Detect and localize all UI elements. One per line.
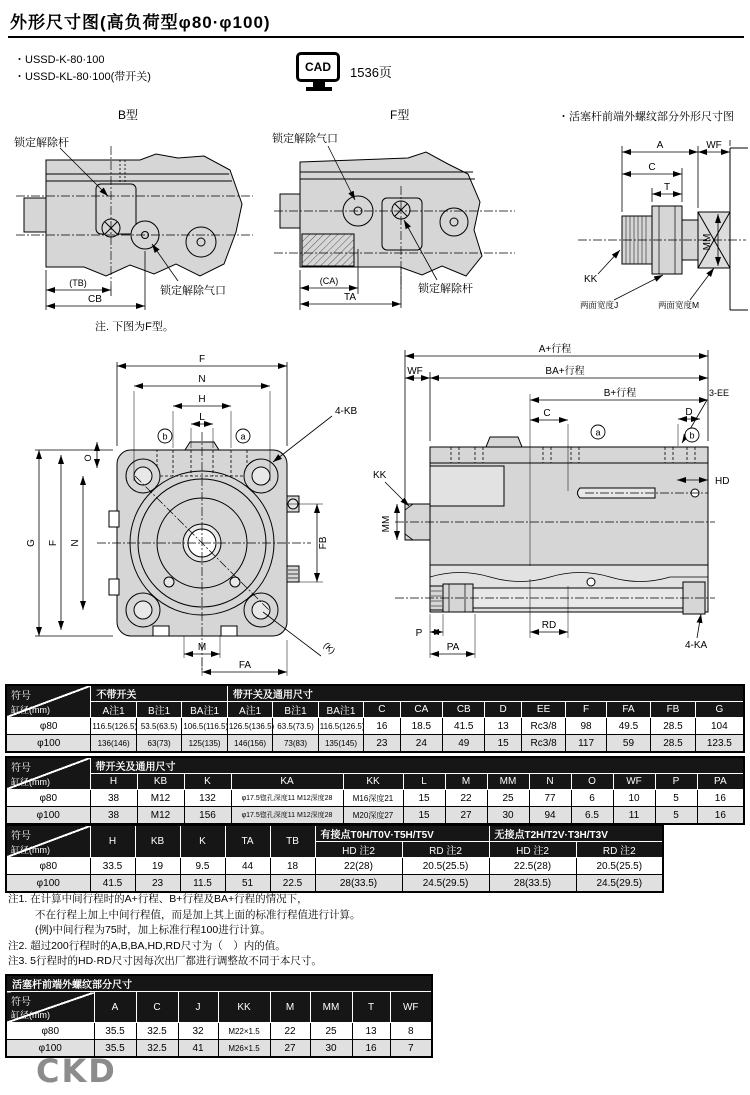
cell: 126.5(136.5) (227, 718, 272, 735)
dim-wf: WF (407, 366, 423, 377)
model-item: ・USSD-K-80·100 (14, 54, 105, 66)
col-header: MM (310, 992, 352, 1023)
bore-cell: φ100 (6, 735, 91, 753)
dim-p: P (415, 628, 423, 639)
cell: 16 (364, 718, 400, 735)
dim-a-stroke: A+行程 (538, 344, 572, 355)
cell: 94 (529, 807, 571, 825)
cell: 18 (270, 858, 315, 875)
cell: 49 (443, 735, 485, 753)
label-k: (K) (321, 640, 338, 656)
cell: 20.5(25.5) (402, 858, 489, 875)
ckd-logo: CKD (36, 1052, 117, 1090)
cell: 25 (310, 1023, 352, 1040)
col-header: KB (137, 774, 184, 790)
col-header: KK (218, 992, 270, 1023)
cell: 22(28) (315, 858, 402, 875)
bore-cell: φ80 (6, 1023, 94, 1040)
dim-m: M (197, 642, 207, 653)
cell: 123.5 (695, 735, 744, 753)
cell: 22 (270, 1023, 310, 1040)
cell: 7 (390, 1040, 432, 1058)
label-4ka: 4-KA (685, 640, 708, 651)
front-view-drawing (5, 336, 395, 688)
cell: 35.5 (94, 1023, 136, 1040)
col-header: KA (231, 774, 343, 790)
cell: 16 (697, 807, 744, 825)
lock-port-label: 锁定解除气口 (272, 133, 338, 145)
note-1-line-2: 不在行程上加上中间行程值，而是加上其上面的标准行程值进行计算。 (35, 908, 361, 921)
cell: 6.5 (571, 807, 613, 825)
col-header: K (180, 825, 225, 858)
col-header: B注1 (273, 702, 318, 718)
cell: 5 (655, 790, 697, 807)
cell: 41.5 (90, 875, 135, 893)
corner-cell: 符号 缸径(mm) (6, 757, 90, 790)
cell: 146(156) (227, 735, 272, 753)
cell: 11.5 (180, 875, 225, 893)
label-kk: KK (373, 470, 387, 481)
cell: 28(33.5) (315, 875, 402, 893)
cell: 117 (566, 735, 606, 753)
cell: φ17.5锪孔深度11 M12深度28 (231, 790, 343, 807)
dim-cb: CB (88, 294, 102, 305)
rod-body (578, 148, 748, 310)
corner-cell: 符号 缸径(mm) (6, 825, 90, 858)
cell: 5 (655, 807, 697, 825)
table-row (6, 807, 744, 825)
circled-b-marker: b (162, 431, 168, 442)
cell: 19 (135, 858, 180, 875)
cell: 23 (364, 735, 400, 753)
cell: 16 (352, 1040, 390, 1058)
cell: 38 (90, 807, 137, 825)
cell: 98 (566, 718, 606, 735)
cell: M20深度27 (343, 807, 403, 825)
cell: 23 (135, 875, 180, 893)
cell: 9.5 (180, 858, 225, 875)
col-header: L (403, 774, 445, 790)
dim-fa: FA (238, 660, 252, 671)
col-header: C (364, 702, 400, 718)
col-header: MM (487, 774, 529, 790)
cell: M26×1.5 (218, 1040, 270, 1058)
cell: 59 (606, 735, 650, 753)
col-header: H (90, 774, 137, 790)
cell: M12 (137, 807, 184, 825)
cell: 24.5(29.5) (576, 875, 663, 893)
circled-a-marker: a (595, 427, 601, 438)
cell: 135(145) (318, 735, 363, 753)
cell: 22.5 (270, 875, 315, 893)
rod-thread-drawing (578, 120, 750, 320)
cell: 125(135) (182, 735, 228, 753)
rod-drawing-title: ・活塞杆前端外螺纹部分外形尺寸图 (558, 111, 734, 123)
col-header: FB (651, 702, 695, 718)
cell: 22.5(28) (489, 858, 576, 875)
cell: 13 (352, 1023, 390, 1040)
cell: 41.5 (443, 718, 485, 735)
cell: 63(73) (136, 735, 181, 753)
dim-a: A (656, 140, 664, 151)
side-body (395, 437, 715, 614)
dim-ba-stroke: BA+行程 (545, 366, 585, 377)
b-type-body (16, 146, 253, 286)
t4-title: 活塞杆前端外螺纹部分尺寸 (6, 975, 432, 992)
f-type-drawing (270, 118, 525, 318)
col-header: HD 注2 (489, 842, 576, 858)
cell: 106.5(116.5) (182, 718, 228, 735)
model-item: ・USSD-KL-80·100(带开关) (14, 71, 151, 83)
cell: Rc3/8 (521, 735, 565, 753)
label-hd: HD (715, 476, 730, 487)
table-row (6, 858, 663, 875)
corner-cell: 符号 缸径(mm) (6, 685, 91, 718)
cell: 116.5(126.5) (318, 718, 363, 735)
dim-t: T (663, 182, 671, 193)
cell: 16 (697, 790, 744, 807)
bore-cell: φ80 (6, 858, 90, 875)
group-with-switch: 带开关及通用尺寸 (227, 685, 744, 702)
table-row (6, 718, 744, 735)
bore-cell: φ100 (6, 807, 90, 825)
cell: 6 (571, 790, 613, 807)
bore-cell: φ100 (6, 875, 90, 893)
group-with-switch: 带开关及通用尺寸 (90, 757, 744, 774)
dim-g: G (26, 539, 37, 547)
cell: 116.5(126.5) (91, 718, 136, 735)
corner-cell: 符号 缸径(mm) (6, 992, 94, 1023)
dim-mm: MM (381, 515, 392, 533)
col-header: WF (613, 774, 655, 790)
cell: 32.5 (136, 1040, 178, 1058)
rod-thread-table (5, 974, 433, 1058)
kk-label: KK (584, 274, 598, 285)
dim-rd: RD (541, 620, 557, 631)
cell: 24 (400, 735, 442, 753)
bore-cell: φ100 (6, 1040, 94, 1058)
circled-b-marker: b (689, 430, 695, 441)
cell: 30 (310, 1040, 352, 1058)
dim-n: N (198, 374, 206, 385)
cell: 15 (403, 807, 445, 825)
col-header: T (352, 992, 390, 1023)
cell: 11 (613, 807, 655, 825)
col-header: TB (270, 825, 315, 858)
cell: 10 (613, 790, 655, 807)
col-header: M (270, 992, 310, 1023)
note-3: 注3. 5行程时的HD·RD尺寸因每次出厂都进行调整故不同于本尺寸。 (8, 955, 322, 967)
bore-cell: φ80 (6, 718, 91, 735)
cell: M16深度21 (343, 790, 403, 807)
col-header: N (529, 774, 571, 790)
cell: 13 (485, 718, 521, 735)
dim-n-left: N (70, 539, 81, 547)
dimension-table-2 (5, 756, 745, 825)
f-type-body (274, 152, 515, 290)
cell: 51 (225, 875, 270, 893)
col-header: M (445, 774, 487, 790)
lock-port-label: 锁定解除气口 (160, 285, 226, 297)
col-header: A注1 (227, 702, 272, 718)
cell: M22×1.5 (218, 1023, 270, 1040)
dimension-table-1 (5, 684, 745, 753)
col-header: WF (390, 992, 432, 1023)
col-header: D (485, 702, 521, 718)
title-underline (8, 36, 744, 38)
cell: 53.5(63.5) (136, 718, 181, 735)
dimension-table-3 (5, 824, 664, 893)
col-header: C (136, 992, 178, 1023)
cell: 49.5 (606, 718, 650, 735)
cell: 77 (529, 790, 571, 807)
dim-pa: PA (446, 642, 460, 653)
col-header: G (695, 702, 744, 718)
group-no-switch: 不带开关 (91, 685, 227, 702)
dim-fb: FB (318, 536, 329, 550)
cell: 32.5 (136, 1023, 178, 1040)
cell: 30 (487, 807, 529, 825)
cell: 15 (403, 790, 445, 807)
cell: 132 (184, 790, 231, 807)
cell: Rc3/8 (521, 718, 565, 735)
cell: 41 (178, 1040, 218, 1058)
bore-cell: φ80 (6, 790, 90, 807)
col-header: F (566, 702, 606, 718)
dim-ta: TA (343, 292, 357, 303)
dim-c: C (648, 162, 656, 173)
t2-col-header-row (6, 774, 744, 790)
cell: 25 (487, 790, 529, 807)
col-header: O (571, 774, 613, 790)
table-row (6, 790, 744, 807)
lock-lever-label: 锁定解除杆 (418, 283, 473, 295)
col-header: P (655, 774, 697, 790)
col-header: KB (135, 825, 180, 858)
dim-h: H (198, 394, 206, 405)
cell: 32 (178, 1023, 218, 1040)
cell: φ17.5锪孔深度11 M12深度28 (231, 807, 343, 825)
dim-o: O (83, 454, 93, 462)
col-header: CB (443, 702, 485, 718)
group-contact-switch: 有接点T0H/T0V·T5H/T5V (315, 825, 489, 842)
dim-f: F (198, 354, 206, 365)
cell: 33.5 (90, 858, 135, 875)
t1-col-header-row (6, 702, 744, 718)
dim-l: L (199, 412, 205, 423)
col-header: HD 注2 (315, 842, 402, 858)
lock-lever-label: 锁定解除杆 (14, 137, 69, 149)
col-header: EE (521, 702, 565, 718)
cell: 136(146) (91, 735, 136, 753)
col-header: FA (606, 702, 650, 718)
width-across-flats-m: 两面宽度M (658, 300, 700, 310)
cell: 156 (184, 807, 231, 825)
table-row (6, 1023, 432, 1040)
circled-a-marker: a (240, 431, 246, 442)
table-row (6, 875, 663, 893)
cell: 28(33.5) (489, 875, 576, 893)
group-proximity-switch: 无接点T2H/T2V·T3H/T3V (489, 825, 663, 842)
cell: 63.5(73.5) (273, 718, 318, 735)
cell: 28.5 (651, 735, 695, 753)
cell: 38 (90, 790, 137, 807)
cell: 27 (445, 807, 487, 825)
note-1-line-3: (例)中间行程为75时，加上标准行程100进行计算。 (35, 924, 271, 936)
col-header: RD 注2 (576, 842, 663, 858)
col-header: CA (400, 702, 442, 718)
label-4kb: 4-KB (335, 406, 358, 417)
width-across-flats-j: 两面宽度J (580, 300, 619, 310)
cad-icon: CAD (296, 52, 342, 91)
cell: 44 (225, 858, 270, 875)
cell: M12 (137, 790, 184, 807)
cell: 20.5(25.5) (576, 858, 663, 875)
cell: 24.5(29.5) (402, 875, 489, 893)
dim-d: D (685, 407, 693, 418)
cell: 28.5 (651, 718, 695, 735)
col-header: A (94, 992, 136, 1023)
col-header: KK (343, 774, 403, 790)
cell: 35.5 (94, 1040, 136, 1058)
col-header: A注1 (91, 702, 136, 718)
cell: 15 (485, 735, 521, 753)
col-header: RD 注2 (402, 842, 489, 858)
b-type-drawing (8, 118, 266, 318)
note-2: 注2. 超过200行程时的A,B,BA,HD,RD尺寸为（ ）内的值。 (8, 939, 286, 952)
dim-f-left: F (48, 539, 59, 547)
side-view-drawing (365, 336, 750, 688)
col-header: PA (697, 774, 744, 790)
dim-wf: WF (706, 140, 722, 151)
f-type-note: 注. 下图为F型。 (95, 321, 174, 333)
label-3ee: 3-EE (709, 388, 730, 398)
dim-ca: (CA) (319, 276, 339, 286)
cell: 104 (695, 718, 744, 735)
cell: 22 (445, 790, 487, 807)
dim-c: C (543, 408, 551, 419)
note-1-line-1: 注1. 在计算中间行程时的A+行程、B+行程及BA+行程的情况下， (8, 893, 308, 905)
front-body (97, 432, 311, 672)
b-type-label: B型 (118, 108, 139, 122)
cell: 18.5 (400, 718, 442, 735)
dim-mm: MM (702, 233, 713, 251)
col-header: B注1 (136, 702, 181, 718)
col-header: J (178, 992, 218, 1023)
cell: 73(83) (273, 735, 318, 753)
f-type-label: F型 (390, 108, 410, 122)
model-list (14, 52, 151, 86)
col-header: H (90, 825, 135, 858)
dim-tb: (TB) (69, 278, 87, 288)
col-header: BA注1 (318, 702, 363, 718)
dim-b-stroke: B+行程 (603, 388, 637, 399)
page-title: 外形尺寸图(高负荷型φ80·φ100) (10, 13, 271, 32)
col-header: K (184, 774, 231, 790)
cell: 27 (270, 1040, 310, 1058)
cell: 8 (390, 1023, 432, 1040)
footnotes (8, 892, 361, 970)
table-row (6, 735, 744, 753)
cad-page-ref: 1536页 (350, 65, 392, 80)
col-header: TA (225, 825, 270, 858)
col-header: BA注1 (182, 702, 228, 718)
